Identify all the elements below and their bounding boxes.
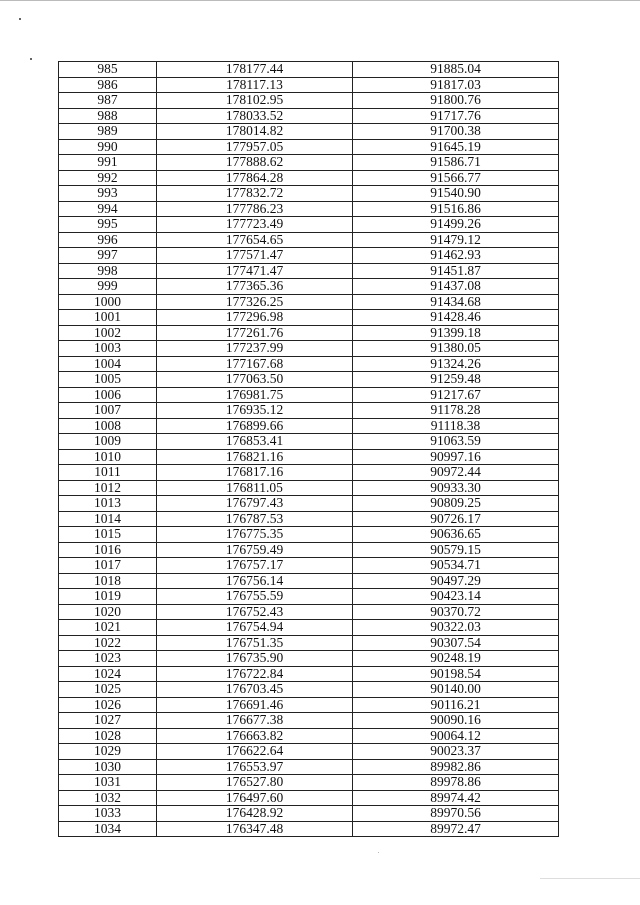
point-number-cell: 1023 <box>59 651 157 667</box>
table-row <box>59 527 559 543</box>
table-row <box>59 201 559 217</box>
point-number-cell: 1018 <box>59 573 157 589</box>
x-coordinate-cell: 178117.13 <box>157 77 353 93</box>
table-row <box>59 279 559 295</box>
point-number-cell: 986 <box>59 77 157 93</box>
table-row <box>59 108 559 124</box>
x-coordinate-cell: 177864.28 <box>157 170 353 186</box>
table-row <box>59 496 559 512</box>
x-coordinate-cell: 176497.60 <box>157 790 353 806</box>
table-row <box>59 356 559 372</box>
x-coordinate-cell: 177365.36 <box>157 279 353 295</box>
table-row <box>59 697 559 713</box>
x-coordinate-cell: 176754.94 <box>157 620 353 636</box>
x-coordinate-cell: 178177.44 <box>157 62 353 78</box>
point-number-cell: 1016 <box>59 542 157 558</box>
point-number-cell: 1014 <box>59 511 157 527</box>
table-row <box>59 604 559 620</box>
table-row <box>59 713 559 729</box>
table-row <box>59 418 559 434</box>
table-row <box>59 620 559 636</box>
table-row <box>59 248 559 264</box>
y-coordinate-cell: 90116.21 <box>353 697 559 713</box>
y-coordinate-cell: 91499.26 <box>353 217 559 233</box>
y-coordinate-cell: 91479.12 <box>353 232 559 248</box>
point-number-cell: 987 <box>59 93 157 109</box>
scan-dot-mark <box>30 58 32 60</box>
point-number-cell: 1025 <box>59 682 157 698</box>
table-row <box>59 666 559 682</box>
y-coordinate-cell: 91178.28 <box>353 403 559 419</box>
x-coordinate-cell: 177471.47 <box>157 263 353 279</box>
coordinate-table-body <box>59 62 559 837</box>
table-row <box>59 387 559 403</box>
point-number-cell: 1003 <box>59 341 157 357</box>
y-coordinate-cell: 91800.76 <box>353 93 559 109</box>
y-coordinate-cell: 90423.14 <box>353 589 559 605</box>
x-coordinate-cell: 178033.52 <box>157 108 353 124</box>
table-row <box>59 170 559 186</box>
point-number-cell: 1026 <box>59 697 157 713</box>
y-coordinate-cell: 91817.03 <box>353 77 559 93</box>
x-coordinate-cell: 176811.05 <box>157 480 353 496</box>
point-number-cell: 997 <box>59 248 157 264</box>
x-coordinate-cell: 176691.46 <box>157 697 353 713</box>
point-number-cell: 999 <box>59 279 157 295</box>
y-coordinate-cell: 91717.76 <box>353 108 559 124</box>
x-coordinate-cell: 176622.64 <box>157 744 353 760</box>
point-number-cell: 1011 <box>59 465 157 481</box>
point-number-cell: 1008 <box>59 418 157 434</box>
table-row <box>59 139 559 155</box>
point-number-cell: 990 <box>59 139 157 155</box>
y-coordinate-cell: 89978.86 <box>353 775 559 791</box>
y-coordinate-cell: 90140.00 <box>353 682 559 698</box>
table-row <box>59 217 559 233</box>
x-coordinate-cell: 176821.16 <box>157 449 353 465</box>
y-coordinate-cell: 91434.68 <box>353 294 559 310</box>
y-coordinate-cell: 91118.38 <box>353 418 559 434</box>
x-coordinate-cell: 176899.66 <box>157 418 353 434</box>
y-coordinate-cell: 90497.29 <box>353 573 559 589</box>
x-coordinate-cell: 176797.43 <box>157 496 353 512</box>
y-coordinate-cell: 90023.37 <box>353 744 559 760</box>
table-row <box>59 62 559 78</box>
point-number-cell: 993 <box>59 186 157 202</box>
point-number-cell: 1002 <box>59 325 157 341</box>
table-row <box>59 728 559 744</box>
table-row <box>59 186 559 202</box>
point-number-cell: 995 <box>59 217 157 233</box>
y-coordinate-cell: 91437.08 <box>353 279 559 295</box>
x-coordinate-cell: 177888.62 <box>157 155 353 171</box>
table-row <box>59 589 559 605</box>
table-row <box>59 93 559 109</box>
y-coordinate-cell: 91063.59 <box>353 434 559 450</box>
x-coordinate-cell: 176347.48 <box>157 821 353 837</box>
x-coordinate-cell: 176703.45 <box>157 682 353 698</box>
table-row <box>59 682 559 698</box>
table-row <box>59 77 559 93</box>
y-coordinate-cell: 90322.03 <box>353 620 559 636</box>
y-coordinate-cell: 91516.86 <box>353 201 559 217</box>
point-number-cell: 1005 <box>59 372 157 388</box>
table-row <box>59 263 559 279</box>
x-coordinate-cell: 177326.25 <box>157 294 353 310</box>
y-coordinate-cell: 91586.71 <box>353 155 559 171</box>
y-coordinate-cell: 89982.86 <box>353 759 559 775</box>
table-row <box>59 821 559 837</box>
table-row <box>59 232 559 248</box>
y-coordinate-cell: 90064.12 <box>353 728 559 744</box>
table-row <box>59 573 559 589</box>
point-number-cell: 1012 <box>59 480 157 496</box>
point-number-cell: 1015 <box>59 527 157 543</box>
y-coordinate-cell: 91462.93 <box>353 248 559 264</box>
point-number-cell: 985 <box>59 62 157 78</box>
table-row <box>59 372 559 388</box>
page-top-border <box>0 0 640 1</box>
point-number-cell: 1007 <box>59 403 157 419</box>
y-coordinate-cell: 91259.48 <box>353 372 559 388</box>
x-coordinate-cell: 176677.38 <box>157 713 353 729</box>
y-coordinate-cell: 91451.87 <box>353 263 559 279</box>
table-row <box>59 434 559 450</box>
point-number-cell: 1027 <box>59 713 157 729</box>
table-row <box>59 558 559 574</box>
point-number-cell: 1033 <box>59 806 157 822</box>
table-row <box>59 325 559 341</box>
point-number-cell: 1019 <box>59 589 157 605</box>
table-row <box>59 790 559 806</box>
y-coordinate-cell: 90933.30 <box>353 480 559 496</box>
y-coordinate-cell: 90972.44 <box>353 465 559 481</box>
y-coordinate-cell: 90997.16 <box>353 449 559 465</box>
table-row <box>59 155 559 171</box>
y-coordinate-cell: 90534.71 <box>353 558 559 574</box>
y-coordinate-cell: 90090.16 <box>353 713 559 729</box>
point-number-cell: 1029 <box>59 744 157 760</box>
table-row <box>59 806 559 822</box>
y-coordinate-cell: 91399.18 <box>353 325 559 341</box>
x-coordinate-cell: 177167.68 <box>157 356 353 372</box>
point-number-cell: 1010 <box>59 449 157 465</box>
y-coordinate-cell: 90248.19 <box>353 651 559 667</box>
x-coordinate-cell: 177957.05 <box>157 139 353 155</box>
x-coordinate-cell: 177571.47 <box>157 248 353 264</box>
point-number-cell: 1020 <box>59 604 157 620</box>
x-coordinate-cell: 176751.35 <box>157 635 353 651</box>
x-coordinate-cell: 176757.17 <box>157 558 353 574</box>
point-number-cell: 988 <box>59 108 157 124</box>
table-row <box>59 449 559 465</box>
scan-edge-line <box>540 878 640 879</box>
table-row <box>59 310 559 326</box>
point-number-cell: 1004 <box>59 356 157 372</box>
table-row <box>59 511 559 527</box>
y-coordinate-cell: 91428.46 <box>353 310 559 326</box>
scan-speck <box>378 852 379 853</box>
x-coordinate-cell: 178014.82 <box>157 124 353 140</box>
y-coordinate-cell: 90636.65 <box>353 527 559 543</box>
point-number-cell: 994 <box>59 201 157 217</box>
point-number-cell: 1028 <box>59 728 157 744</box>
table-row <box>59 759 559 775</box>
point-number-cell: 991 <box>59 155 157 171</box>
table-row <box>59 775 559 791</box>
table-row <box>59 744 559 760</box>
x-coordinate-cell: 177237.99 <box>157 341 353 357</box>
x-coordinate-cell: 176775.35 <box>157 527 353 543</box>
y-coordinate-cell: 89972.47 <box>353 821 559 837</box>
y-coordinate-cell: 90198.54 <box>353 666 559 682</box>
point-number-cell: 1001 <box>59 310 157 326</box>
x-coordinate-cell: 177832.72 <box>157 186 353 202</box>
point-number-cell: 1024 <box>59 666 157 682</box>
table-row <box>59 403 559 419</box>
point-number-cell: 996 <box>59 232 157 248</box>
x-coordinate-cell: 176722.84 <box>157 666 353 682</box>
point-number-cell: 989 <box>59 124 157 140</box>
x-coordinate-cell: 176759.49 <box>157 542 353 558</box>
table-row <box>59 294 559 310</box>
point-number-cell: 1034 <box>59 821 157 837</box>
y-coordinate-cell: 91540.90 <box>353 186 559 202</box>
x-coordinate-cell: 176935.12 <box>157 403 353 419</box>
point-number-cell: 1032 <box>59 790 157 806</box>
x-coordinate-cell: 176752.43 <box>157 604 353 620</box>
point-number-cell: 1009 <box>59 434 157 450</box>
x-coordinate-cell: 177261.76 <box>157 325 353 341</box>
point-number-cell: 998 <box>59 263 157 279</box>
point-number-cell: 1017 <box>59 558 157 574</box>
y-coordinate-cell: 90726.17 <box>353 511 559 527</box>
x-coordinate-cell: 176817.16 <box>157 465 353 481</box>
x-coordinate-cell: 176735.90 <box>157 651 353 667</box>
y-coordinate-cell: 91700.38 <box>353 124 559 140</box>
y-coordinate-cell: 90579.15 <box>353 542 559 558</box>
table-row <box>59 341 559 357</box>
y-coordinate-cell: 90307.54 <box>353 635 559 651</box>
table-row <box>59 635 559 651</box>
y-coordinate-cell: 89974.42 <box>353 790 559 806</box>
coordinate-table <box>58 61 559 837</box>
x-coordinate-cell: 176787.53 <box>157 511 353 527</box>
point-number-cell: 992 <box>59 170 157 186</box>
y-coordinate-cell: 91645.19 <box>353 139 559 155</box>
table-row <box>59 480 559 496</box>
x-coordinate-cell: 177786.23 <box>157 201 353 217</box>
y-coordinate-cell: 91885.04 <box>353 62 559 78</box>
x-coordinate-cell: 176853.41 <box>157 434 353 450</box>
point-number-cell: 1030 <box>59 759 157 775</box>
x-coordinate-cell: 177063.50 <box>157 372 353 388</box>
x-coordinate-cell: 176428.92 <box>157 806 353 822</box>
x-coordinate-cell: 176756.14 <box>157 573 353 589</box>
point-number-cell: 1031 <box>59 775 157 791</box>
point-number-cell: 1000 <box>59 294 157 310</box>
x-coordinate-cell: 176553.97 <box>157 759 353 775</box>
scan-dot-mark <box>19 18 21 20</box>
point-number-cell: 1013 <box>59 496 157 512</box>
point-number-cell: 1021 <box>59 620 157 636</box>
x-coordinate-cell: 176981.75 <box>157 387 353 403</box>
table-row <box>59 465 559 481</box>
y-coordinate-cell: 91324.26 <box>353 356 559 372</box>
y-coordinate-cell: 91380.05 <box>353 341 559 357</box>
y-coordinate-cell: 90370.72 <box>353 604 559 620</box>
x-coordinate-cell: 176527.80 <box>157 775 353 791</box>
table-row <box>59 651 559 667</box>
y-coordinate-cell: 90809.25 <box>353 496 559 512</box>
y-coordinate-cell: 91566.77 <box>353 170 559 186</box>
table-row <box>59 542 559 558</box>
x-coordinate-cell: 176663.82 <box>157 728 353 744</box>
x-coordinate-cell: 177654.65 <box>157 232 353 248</box>
x-coordinate-cell: 177723.49 <box>157 217 353 233</box>
x-coordinate-cell: 177296.98 <box>157 310 353 326</box>
table-row <box>59 124 559 140</box>
x-coordinate-cell: 178102.95 <box>157 93 353 109</box>
x-coordinate-cell: 176755.59 <box>157 589 353 605</box>
point-number-cell: 1022 <box>59 635 157 651</box>
y-coordinate-cell: 91217.67 <box>353 387 559 403</box>
point-number-cell: 1006 <box>59 387 157 403</box>
y-coordinate-cell: 89970.56 <box>353 806 559 822</box>
